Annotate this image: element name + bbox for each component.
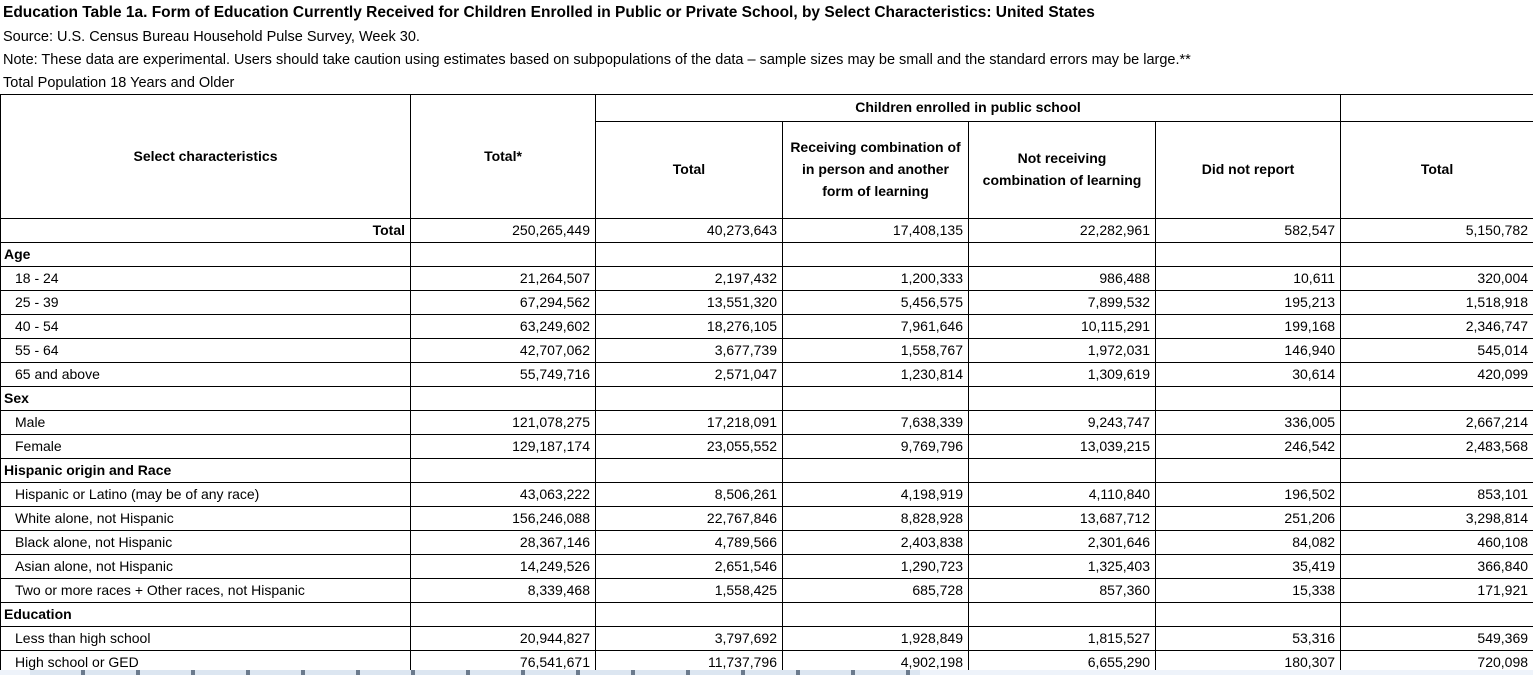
data-cell: 2,403,838 [783,530,969,554]
data-cell: 3,298,814 [1341,506,1533,530]
data-cell [1156,458,1341,482]
table-row [1,626,1533,650]
row-label: Asian alone, not Hispanic [1,554,411,578]
data-cell: 129,187,174 [411,434,596,458]
data-cell: 3,677,739 [596,338,783,362]
data-cell: 121,078,275 [411,410,596,434]
table-row [1,410,1533,434]
data-cell: 545,014 [1341,338,1533,362]
data-cell [411,602,596,626]
data-cell: 549,369 [1341,626,1533,650]
data-cell [969,386,1156,410]
data-cell: 4,110,840 [969,482,1156,506]
group-header-public-school: Children enrolled in public school [596,95,1341,122]
data-cell [783,386,969,410]
data-cell: 10,611 [1156,266,1341,290]
data-cell: 3,797,692 [596,626,783,650]
data-cell: 156,246,088 [411,506,596,530]
table-row [1,338,1533,362]
data-cell: 171,921 [1341,578,1533,602]
data-cell: 2,197,432 [596,266,783,290]
row-label: Less than high school [1,626,411,650]
data-cell: 7,961,646 [783,314,969,338]
data-cell: 2,483,568 [1341,434,1533,458]
data-cell: 17,218,091 [596,410,783,434]
data-cell [1341,602,1533,626]
data-cell [1156,386,1341,410]
data-cell: 43,063,222 [411,482,596,506]
data-cell: 2,651,546 [596,554,783,578]
data-cell: 1,230,814 [783,362,969,386]
data-cell: 13,551,320 [596,290,783,314]
data-cell: 13,687,712 [969,506,1156,530]
data-cell: 17,408,135 [783,218,969,242]
data-cell: 195,213 [1156,290,1341,314]
data-cell [411,386,596,410]
data-cell [969,242,1156,266]
data-cell: 6,655,290 [969,650,1156,674]
data-cell: 67,294,562 [411,290,596,314]
population-line: Total Population 18 Years and Older [3,74,235,91]
horizontal-scrollbar[interactable] [0,670,1533,675]
row-label: Female [1,434,411,458]
data-cell [596,458,783,482]
data-cell: 13,039,215 [969,434,1156,458]
data-cell: 40,273,643 [596,218,783,242]
section-row [1,242,1533,266]
data-cell: 986,488 [969,266,1156,290]
data-cell: 35,419 [1156,554,1341,578]
row-label: 65 and above [1,362,411,386]
source-line: Source: U.S. Census Bureau Household Pulse Survey, Week 30. [3,28,420,45]
col-header-did-not-report: Did not report [1156,121,1341,218]
data-cell [783,242,969,266]
table-row [1,290,1533,314]
table-row [1,530,1533,554]
row-label: Hispanic origin and Race [1,458,411,482]
data-cell: 320,004 [1341,266,1533,290]
data-cell: 1,972,031 [969,338,1156,362]
col-header-total: Total* [411,95,596,219]
data-cell: 4,789,566 [596,530,783,554]
data-cell [596,602,783,626]
data-cell: 22,282,961 [969,218,1156,242]
data-cell: 1,928,849 [783,626,969,650]
data-cell: 23,055,552 [596,434,783,458]
data-cell: 20,944,827 [411,626,596,650]
row-label: Black alone, not Hispanic [1,530,411,554]
row-label: Sex [1,386,411,410]
data-cell: 366,840 [1341,554,1533,578]
data-cell: 7,899,532 [969,290,1156,314]
data-cell: 2,571,047 [596,362,783,386]
data-cell: 685,728 [783,578,969,602]
data-cell: 1,325,403 [969,554,1156,578]
row-label: Two or more races + Other races, not Hispanic [1,578,411,602]
data-cell: 196,502 [1156,482,1341,506]
data-cell: 460,108 [1341,530,1533,554]
data-cell: 1,518,918 [1341,290,1533,314]
section-row [1,386,1533,410]
row-label: 55 - 64 [1,338,411,362]
row-label: High school or GED [1,650,411,674]
table-row [1,266,1533,290]
data-cell [596,242,783,266]
data-cell: 30,614 [1156,362,1341,386]
table-row [1,506,1533,530]
total-row [1,218,1533,242]
table-row [1,578,1533,602]
row-label: White alone, not Hispanic [1,506,411,530]
table-row [1,362,1533,386]
data-cell: 63,249,602 [411,314,596,338]
data-cell: 76,541,671 [411,650,596,674]
row-label: 18 - 24 [1,266,411,290]
data-cell: 857,360 [969,578,1156,602]
group-header-private-school-partial [1341,95,1533,122]
data-cell: 53,316 [1156,626,1341,650]
data-cell [783,458,969,482]
data-cell [969,458,1156,482]
data-cell: 28,367,146 [411,530,596,554]
col-header-not-receiving-combination: Not receiving combination of learning [969,121,1156,218]
col-header-public-total: Total [596,121,783,218]
data-cell: 5,150,782 [1341,218,1533,242]
data-cell: 720,098 [1341,650,1533,674]
data-cell [411,242,596,266]
data-cell: 11,737,796 [596,650,783,674]
data-cell: 8,828,928 [783,506,969,530]
data-cell: 853,101 [1341,482,1533,506]
data-cell: 5,456,575 [783,290,969,314]
data-cell: 250,265,449 [411,218,596,242]
data-cell [1341,386,1533,410]
data-cell [1341,242,1533,266]
data-cell: 180,307 [1156,650,1341,674]
data-cell [411,458,596,482]
data-cell: 4,902,198 [783,650,969,674]
col-header-private-total: Total [1341,121,1533,218]
table-row [1,434,1533,458]
data-cell: 336,005 [1156,410,1341,434]
row-label: 40 - 54 [1,314,411,338]
section-row [1,458,1533,482]
table-row [1,314,1533,338]
data-cell: 146,940 [1156,338,1341,362]
data-cell: 14,249,526 [411,554,596,578]
data-cell: 18,276,105 [596,314,783,338]
data-cell [1341,458,1533,482]
row-label: Age [1,242,411,266]
data-cell: 1,290,723 [783,554,969,578]
row-label: Education [1,602,411,626]
row-label: Total [1,218,411,242]
education-table [0,94,1533,675]
data-cell [783,602,969,626]
scrollbar-column-ticks [30,670,920,675]
data-cell: 22,767,846 [596,506,783,530]
data-cell: 9,243,747 [969,410,1156,434]
data-cell: 10,115,291 [969,314,1156,338]
row-label: Hispanic or Latino (may be of any race) [1,482,411,506]
note-line: Note: These data are experimental. Users should take caution using estimates based on subpopulations of the data – sample sizes may be small and the standard errors may be large.** [3,51,1191,68]
data-cell: 55,749,716 [411,362,596,386]
data-cell: 2,301,646 [969,530,1156,554]
row-label: Male [1,410,411,434]
col-header-select-characteristics: Select characteristics [1,95,411,219]
data-cell: 2,667,214 [1341,410,1533,434]
data-cell: 2,346,747 [1341,314,1533,338]
data-cell: 1,309,619 [969,362,1156,386]
data-cell: 15,338 [1156,578,1341,602]
data-cell: 8,506,261 [596,482,783,506]
data-cell: 9,769,796 [783,434,969,458]
data-cell: 1,558,767 [783,338,969,362]
page-title: Education Table 1a. Form of Education Currently Received for Children Enrolled in Public or Private School, by Select Characteristics: United States [3,4,1095,21]
data-cell [1156,602,1341,626]
data-cell: 1,200,333 [783,266,969,290]
data-cell: 246,542 [1156,434,1341,458]
data-cell: 4,198,919 [783,482,969,506]
row-label: 25 - 39 [1,290,411,314]
table-row [1,554,1533,578]
data-cell: 21,264,507 [411,266,596,290]
data-cell: 7,638,339 [783,410,969,434]
data-cell: 1,558,425 [596,578,783,602]
data-cell: 251,206 [1156,506,1341,530]
data-cell [969,602,1156,626]
data-cell: 1,815,527 [969,626,1156,650]
data-cell [596,386,783,410]
data-cell [1156,242,1341,266]
section-row [1,602,1533,626]
document-header [0,0,1533,94]
data-cell: 84,082 [1156,530,1341,554]
col-header-receiving-combination: Receiving combination of in person and another form of learning [783,121,969,218]
data-cell: 582,547 [1156,218,1341,242]
data-cell: 199,168 [1156,314,1341,338]
data-cell: 8,339,468 [411,578,596,602]
table-row [1,482,1533,506]
data-cell: 420,099 [1341,362,1533,386]
data-cell: 42,707,062 [411,338,596,362]
